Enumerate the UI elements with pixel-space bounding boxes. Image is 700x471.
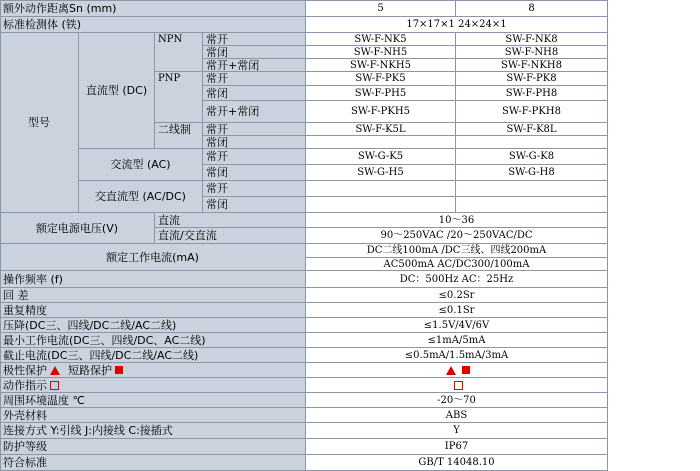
- square-icon: [115, 366, 123, 374]
- ac-nc-model-8: SW-G-H8: [456, 165, 608, 181]
- hysteresis-value: ≤0.2Sr: [306, 288, 608, 303]
- acdc-no-model-8: [456, 181, 608, 197]
- current-line2: AC500mA AC/DC300/100mA: [306, 258, 608, 271]
- triangle-icon: [446, 366, 456, 375]
- square-icon: [462, 366, 470, 374]
- voltage-label: 额定电源电压(V): [0, 213, 155, 244]
- ac-no-model-5: SW-G-K5: [306, 149, 456, 165]
- indicator-label: 动作指示: [3, 378, 47, 392]
- two-wire-nc-mode: 常闭: [203, 136, 306, 149]
- cutoff-current-value: ≤0.5mA/1.5mA/3mA: [306, 348, 608, 363]
- ambient-temp-label: 周围环境温度 ℃: [0, 393, 306, 408]
- voltage-dc-value: 10～36: [306, 213, 608, 228]
- pnp-nc-model-5: SW-F-PH5: [306, 86, 456, 101]
- ac-nc-model-5: SW-G-H5: [306, 165, 456, 181]
- indicator-value: [306, 378, 608, 393]
- acdc-no-model-5: [306, 181, 456, 197]
- pnp-label: PNP: [155, 72, 203, 123]
- std-object-label: 标准检测体 (铁): [0, 17, 306, 33]
- acdc-nc-mode: 常闭: [203, 197, 306, 213]
- pnp-no-mode: 常开: [203, 72, 306, 86]
- npn-no-mode: 常开: [203, 33, 306, 46]
- current-line1: DC二线100mA /DC三线、四线200mA: [306, 244, 608, 258]
- acdc-nc-model-5: [306, 197, 456, 213]
- std-object-value: 17×17×1 24×24×1: [306, 17, 608, 33]
- pnp-no-model-5: SW-F-PK5: [306, 72, 456, 86]
- npn-label: NPN: [155, 33, 203, 72]
- ambient-temp-value: -20～70: [306, 393, 608, 408]
- housing-material-value: ABS: [306, 408, 608, 423]
- acdc-nc-model-8: [456, 197, 608, 213]
- ac-no-mode: 常开: [203, 149, 306, 165]
- npn-nonc-model-8: SW-F-NKH8: [456, 59, 608, 72]
- standard-label: 符合标准: [0, 455, 306, 471]
- acdc-no-mode: 常开: [203, 181, 306, 197]
- pnp-nc-mode: 常闭: [203, 86, 306, 101]
- polarity-protection-label: 极性保护: [3, 363, 47, 377]
- two-wire-no-model-8: SW-F-K8L: [456, 123, 608, 136]
- sensing-distance-8: 8: [456, 0, 608, 17]
- sensing-distance-label: 额外动作距离Sn (mm): [0, 0, 306, 17]
- two-wire-label: 二线制: [155, 123, 203, 149]
- indicator-label-cell: [0, 378, 306, 393]
- frequency-label: 操作频率 (f): [0, 271, 306, 288]
- two-wire-no-mode: 常开: [203, 123, 306, 136]
- two-wire-nc-model-5: [306, 136, 456, 149]
- min-current-value: ≤1mA/5mA: [306, 333, 608, 348]
- npn-no-model-8: SW-F-NK8: [456, 33, 608, 46]
- housing-material-label: 外壳材料: [0, 408, 306, 423]
- pnp-nonc-model-8: SW-F-PKH8: [456, 101, 608, 123]
- repeatability-value: ≤0.1Sr: [306, 303, 608, 318]
- hollow-square-icon: [454, 381, 463, 390]
- two-wire-nc-model-8: [456, 136, 608, 149]
- ac-no-model-8: SW-G-K8: [456, 149, 608, 165]
- protection-label: [0, 363, 306, 378]
- npn-no-model-5: SW-F-NK5: [306, 33, 456, 46]
- model-label: 型号: [0, 33, 79, 213]
- voltage-acdc-value: 90～250VAC /20～250VAC/DC: [306, 228, 608, 244]
- protection-value: [306, 363, 608, 378]
- npn-nc-model-8: SW-F-NH8: [456, 46, 608, 59]
- protection-grade-value: IP67: [306, 439, 608, 455]
- sensing-distance-5: 5: [306, 0, 456, 17]
- npn-nonc-mode: 常开+常闭: [203, 59, 306, 72]
- min-current-label: 最小工作电流(DC三、四线/DC、AC二线): [0, 333, 306, 348]
- npn-nonc-model-5: SW-F-NKH5: [306, 59, 456, 72]
- pnp-nonc-mode: 常开+常闭: [203, 101, 306, 123]
- dc-type-label: 直流型 (DC): [79, 33, 155, 149]
- connection-value: Y: [306, 423, 608, 439]
- npn-nc-mode: 常闭: [203, 46, 306, 59]
- pnp-no-model-8: SW-F-PK8: [456, 72, 608, 86]
- npn-nc-model-5: SW-F-NH5: [306, 46, 456, 59]
- connection-label: 连接方式 Y:引线 J:内接线 C:接插式: [0, 423, 306, 439]
- voltage-drop-label: 压降(DC三、四线/DC二线/AC二线): [0, 318, 306, 333]
- cutoff-current-label: 截止电流(DC三、四线/DC二线/AC二线): [0, 348, 306, 363]
- frequency-value: DC：500Hz AC：25Hz: [306, 271, 608, 288]
- short-circuit-protection-label: 短路保护: [68, 363, 112, 377]
- repeatability-label: 重复精度: [0, 303, 306, 318]
- triangle-icon: [50, 366, 60, 375]
- ac-nc-mode: 常闭: [203, 165, 306, 181]
- hysteresis-label: 回 差: [0, 288, 306, 303]
- pnp-nc-model-8: SW-F-PH8: [456, 86, 608, 101]
- hollow-square-icon: [50, 381, 59, 390]
- two-wire-no-model-5: SW-F-K5L: [306, 123, 456, 136]
- acdc-type-label: 交直流型 (AC/DC): [79, 181, 203, 213]
- voltage-acdc-type: 直流/交直流: [155, 228, 306, 244]
- pnp-nonc-model-5: SW-F-PKH5: [306, 101, 456, 123]
- voltage-drop-value: ≤1.5V/4V/6V: [306, 318, 608, 333]
- standard-value: GB/T 14048.10: [306, 455, 608, 471]
- voltage-dc-type: 直流: [155, 213, 306, 228]
- ac-type-label: 交流型 (AC): [79, 149, 203, 181]
- protection-grade-label: 防护等级: [0, 439, 306, 455]
- current-label: 额定工作电流(mA): [0, 244, 306, 271]
